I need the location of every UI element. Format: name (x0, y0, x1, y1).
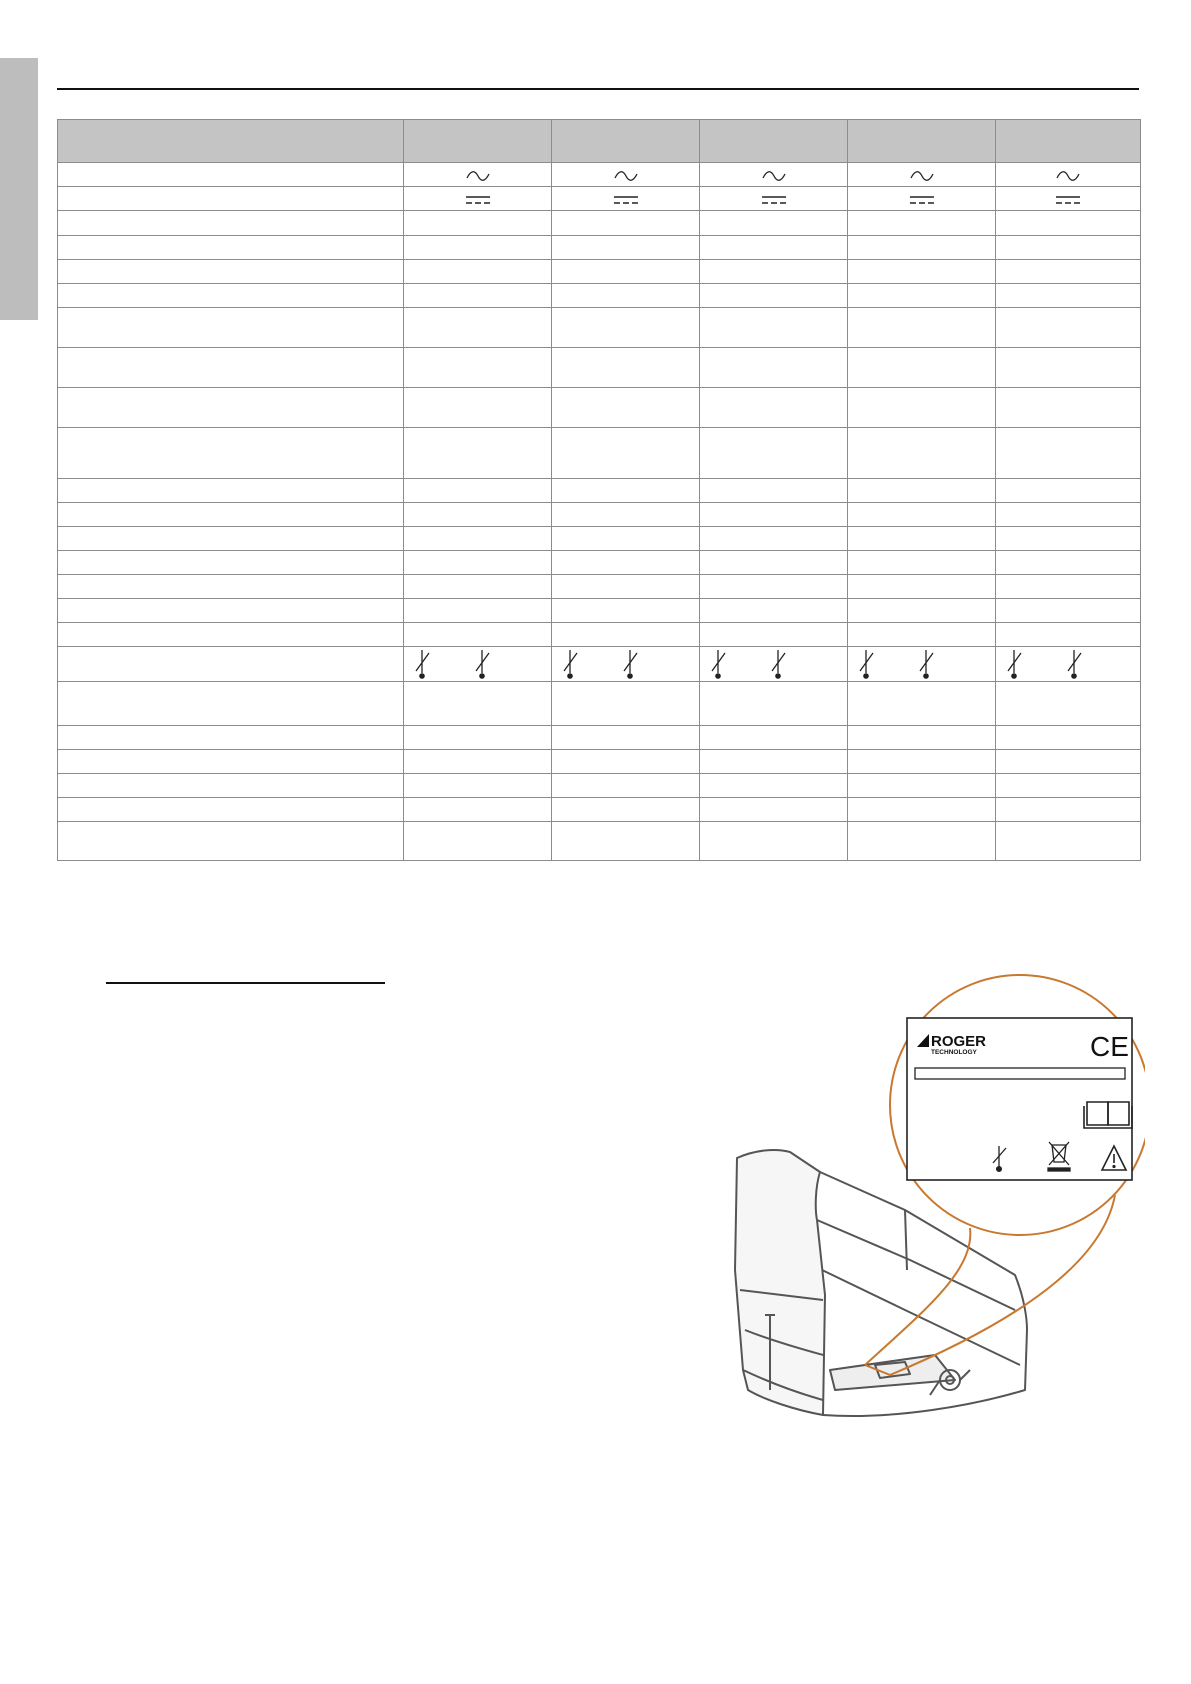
value-cell (552, 527, 700, 551)
value-cell (552, 503, 700, 527)
value-cell (848, 503, 996, 527)
value-cell (848, 211, 996, 236)
value-cell (552, 187, 700, 211)
value-cell (700, 575, 848, 599)
value-cell (700, 163, 848, 187)
value-cell (700, 527, 848, 551)
value-cell (552, 211, 700, 236)
value-cell (848, 236, 996, 260)
value-cell (996, 774, 1141, 798)
value-cell (996, 726, 1141, 750)
value-cell (552, 236, 700, 260)
value-cell (996, 623, 1141, 647)
parameter-cell (58, 211, 404, 236)
table-row (58, 599, 1141, 623)
value-cell (552, 822, 700, 861)
ac-current-icon (465, 170, 491, 182)
table-row (58, 551, 1141, 575)
value-cell (700, 503, 848, 527)
value-cell (552, 774, 700, 798)
header-cell (58, 120, 404, 163)
parameter-cell (58, 682, 404, 726)
value-cell (996, 503, 1141, 527)
parameter-cell (58, 822, 404, 861)
value-cell (996, 260, 1141, 284)
value-cell (700, 308, 848, 348)
value-cell (552, 623, 700, 647)
table-row (58, 284, 1141, 308)
value-cell (404, 822, 552, 861)
value-cell (552, 682, 700, 726)
table-row (58, 428, 1141, 479)
value-cell (848, 575, 996, 599)
parameter-cell (58, 284, 404, 308)
table-row (58, 388, 1141, 428)
header-cell (700, 120, 848, 163)
table-row (58, 163, 1141, 187)
parameter-cell (58, 575, 404, 599)
value-cell (404, 682, 552, 726)
thermometer-icon (916, 647, 936, 681)
parameter-cell (58, 503, 404, 527)
value-cell (848, 774, 996, 798)
parameter-cell (58, 551, 404, 575)
value-cell (404, 575, 552, 599)
value-cell (404, 750, 552, 774)
value-cell (848, 428, 996, 479)
value-cell (552, 726, 700, 750)
value-cell (700, 388, 848, 428)
table-header-row (58, 120, 1141, 163)
value-cell (404, 187, 552, 211)
parameter-cell (58, 187, 404, 211)
thermometer-icon (412, 647, 432, 681)
parameter-cell (58, 163, 404, 187)
thermometer-icon (620, 647, 640, 681)
value-cell (552, 163, 700, 187)
thermometer-icon (768, 647, 788, 681)
value-cell (848, 260, 996, 284)
value-cell (700, 260, 848, 284)
table-row (58, 750, 1141, 774)
ce-mark: CE (1090, 1031, 1129, 1062)
value-cell (848, 822, 996, 861)
value-cell (848, 308, 996, 348)
parameter-cell (58, 599, 404, 623)
value-cell (996, 822, 1141, 861)
value-cell (996, 479, 1141, 503)
value-cell (404, 428, 552, 479)
table-row (58, 798, 1141, 822)
table-row (58, 527, 1141, 551)
header-cell (404, 120, 552, 163)
value-cell (848, 527, 996, 551)
value-cell (848, 388, 996, 428)
dc-current-icon (465, 194, 491, 206)
table-row (58, 647, 1141, 682)
value-cell (848, 798, 996, 822)
section-title-underline (106, 982, 385, 984)
value-cell (404, 647, 552, 682)
value-cell (848, 726, 996, 750)
value-cell (552, 575, 700, 599)
parameter-cell (58, 388, 404, 428)
value-cell (404, 551, 552, 575)
value-cell (848, 750, 996, 774)
value-cell (700, 798, 848, 822)
value-cell (996, 798, 1141, 822)
value-cell (404, 284, 552, 308)
value-cell (848, 163, 996, 187)
value-cell (848, 682, 996, 726)
value-cell (996, 682, 1141, 726)
table-row (58, 187, 1141, 211)
value-cell (848, 599, 996, 623)
value-cell (848, 284, 996, 308)
value-cell (700, 599, 848, 623)
ac-current-icon (761, 170, 787, 182)
product-label-figure (715, 970, 1145, 1450)
value-cell (552, 750, 700, 774)
technical-data-table (57, 119, 1141, 861)
thermometer-icon (1004, 647, 1024, 681)
parameter-cell (58, 774, 404, 798)
brand-name: ROGER (931, 1033, 987, 1050)
value-cell (700, 187, 848, 211)
value-cell (700, 623, 848, 647)
table-row (58, 726, 1141, 750)
header-cell (996, 120, 1141, 163)
value-cell (996, 163, 1141, 187)
value-cell (404, 260, 552, 284)
parameter-cell (58, 348, 404, 388)
value-cell (552, 348, 700, 388)
side-language-tab (0, 58, 38, 320)
parameter-cell (58, 308, 404, 348)
value-cell (848, 187, 996, 211)
ac-current-icon (1055, 170, 1081, 182)
parameter-cell (58, 726, 404, 750)
value-cell (700, 647, 848, 682)
value-cell (996, 750, 1141, 774)
value-cell (996, 236, 1141, 260)
value-cell (700, 348, 848, 388)
table-row (58, 348, 1141, 388)
value-cell (404, 774, 552, 798)
value-cell (700, 682, 848, 726)
value-cell (848, 623, 996, 647)
parameter-cell (58, 428, 404, 479)
value-cell (404, 798, 552, 822)
value-cell (404, 388, 552, 428)
dc-current-icon (613, 194, 639, 206)
dc-current-icon (1055, 194, 1081, 206)
thermometer-icon (856, 647, 876, 681)
parameter-cell (58, 236, 404, 260)
parameter-cell (58, 623, 404, 647)
value-cell (996, 211, 1141, 236)
table-row (58, 822, 1141, 861)
value-cell (996, 575, 1141, 599)
parameter-cell (58, 798, 404, 822)
ac-current-icon (909, 170, 935, 182)
header-cell (552, 120, 700, 163)
ac-current-icon (613, 170, 639, 182)
value-cell (404, 163, 552, 187)
table-row (58, 774, 1141, 798)
value-cell (996, 308, 1141, 348)
table-row (58, 623, 1141, 647)
value-cell (848, 647, 996, 682)
value-cell (700, 428, 848, 479)
table-row (58, 260, 1141, 284)
table-row (58, 308, 1141, 348)
value-cell (996, 348, 1141, 388)
parameter-cell (58, 260, 404, 284)
value-cell (848, 479, 996, 503)
dc-current-icon (909, 194, 935, 206)
value-cell (996, 428, 1141, 479)
value-cell (404, 599, 552, 623)
value-cell (996, 647, 1141, 682)
value-cell (552, 388, 700, 428)
thermometer-icon (708, 647, 728, 681)
table-row (58, 503, 1141, 527)
brand-subname: TECHNOLOGY (931, 1049, 977, 1056)
value-cell (404, 527, 552, 551)
parameter-cell (58, 647, 404, 682)
dc-current-icon (761, 194, 787, 206)
value-cell (700, 774, 848, 798)
table-row (58, 575, 1141, 599)
value-cell (848, 551, 996, 575)
value-cell (552, 428, 700, 479)
value-cell (996, 187, 1141, 211)
value-cell (700, 479, 848, 503)
value-cell (848, 348, 996, 388)
value-cell (700, 551, 848, 575)
value-cell (700, 726, 848, 750)
value-cell (552, 647, 700, 682)
header-rule (57, 88, 1139, 90)
value-cell (700, 750, 848, 774)
value-cell (996, 284, 1141, 308)
value-cell (700, 211, 848, 236)
parameter-cell (58, 750, 404, 774)
value-cell (404, 236, 552, 260)
value-cell (552, 260, 700, 284)
value-cell (996, 599, 1141, 623)
value-cell (700, 822, 848, 861)
value-cell (552, 284, 700, 308)
value-cell (404, 726, 552, 750)
table-row (58, 479, 1141, 503)
value-cell (996, 388, 1141, 428)
parameter-cell (58, 479, 404, 503)
thermometer-icon (1064, 647, 1084, 681)
value-cell (404, 308, 552, 348)
value-cell (552, 308, 700, 348)
value-cell (552, 798, 700, 822)
value-cell (996, 551, 1141, 575)
thermometer-icon (560, 647, 580, 681)
value-cell (700, 236, 848, 260)
table-row (58, 236, 1141, 260)
table-row (58, 211, 1141, 236)
table-row (58, 682, 1141, 726)
motor-housing-drawing (735, 1150, 1027, 1416)
value-cell (404, 623, 552, 647)
value-cell (404, 348, 552, 388)
parameter-cell (58, 527, 404, 551)
value-cell (552, 479, 700, 503)
value-cell (552, 599, 700, 623)
value-cell (404, 479, 552, 503)
value-cell (404, 503, 552, 527)
value-cell (700, 284, 848, 308)
thermometer-icon (472, 647, 492, 681)
value-cell (552, 551, 700, 575)
header-cell (848, 120, 996, 163)
value-cell (404, 211, 552, 236)
product-label (907, 1018, 1132, 1180)
value-cell (996, 527, 1141, 551)
